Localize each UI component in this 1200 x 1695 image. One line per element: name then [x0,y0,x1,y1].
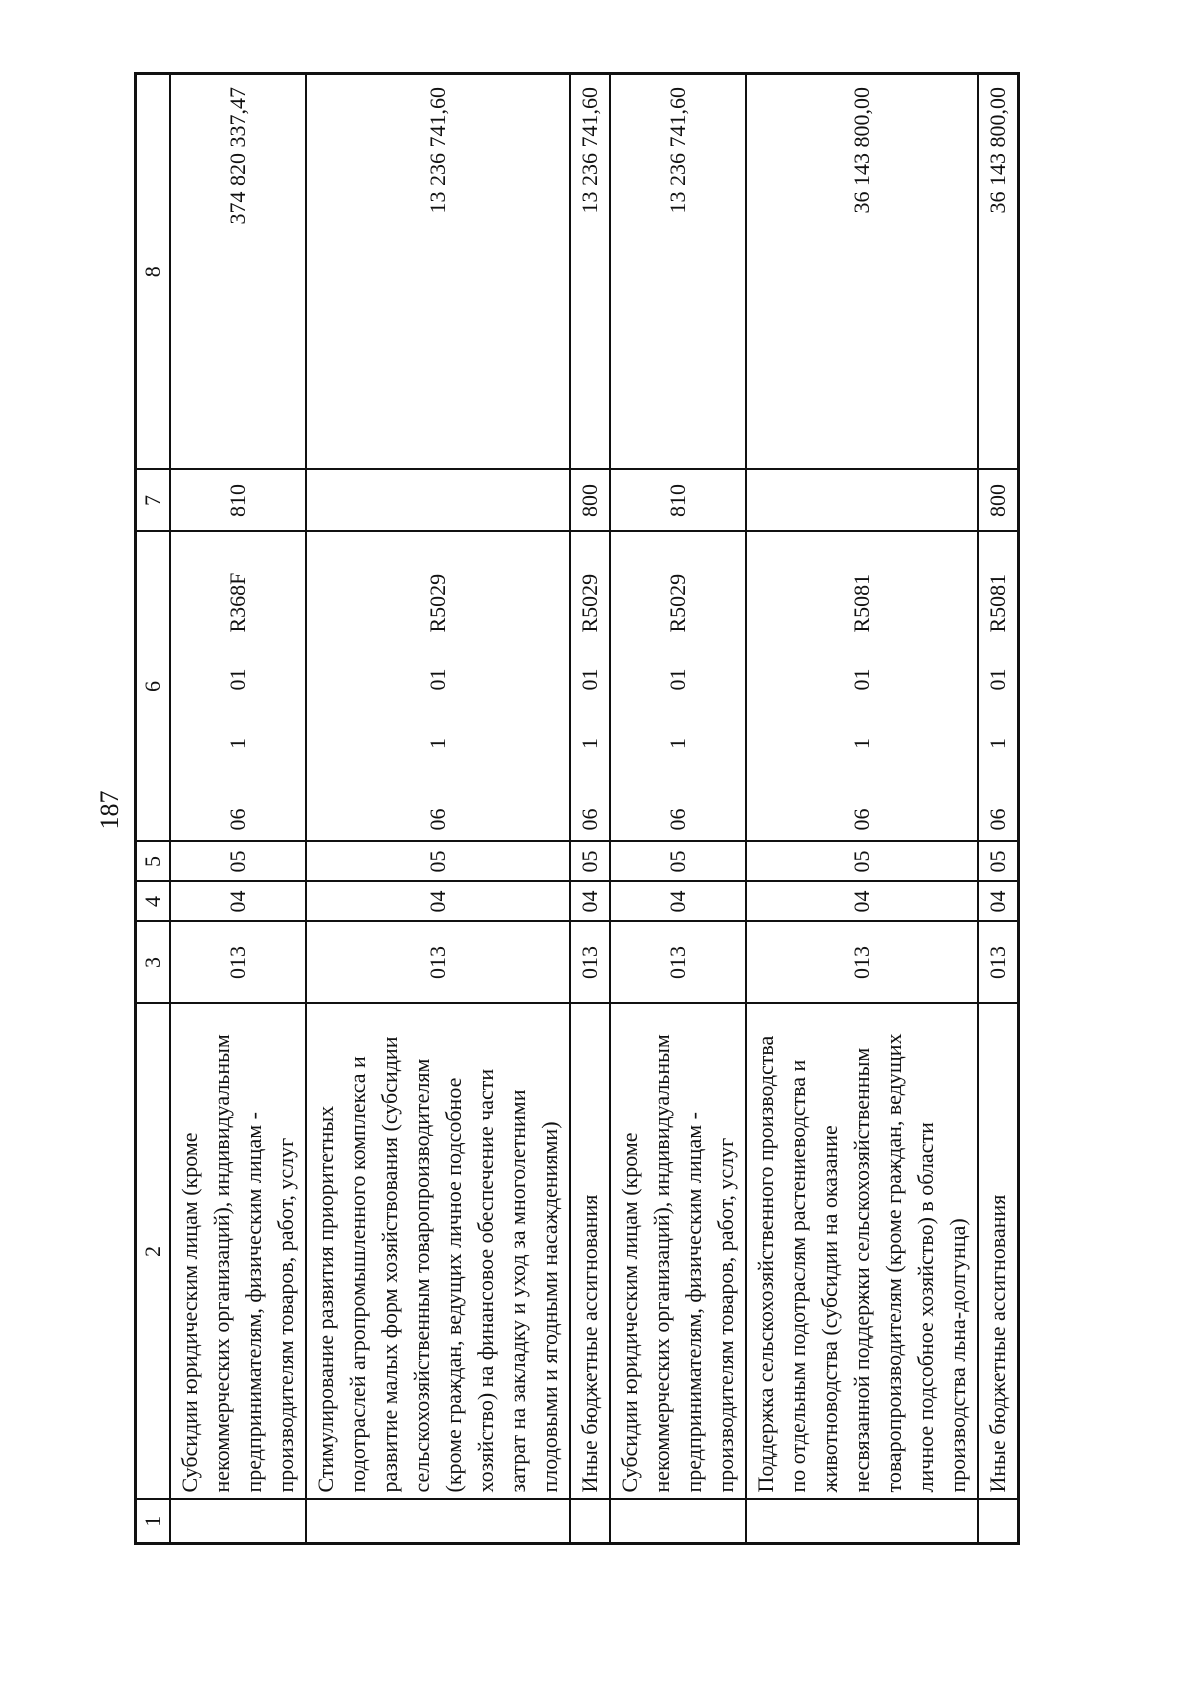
cell-vr [746,470,978,532]
cell-amount: 13 236 741,60 [610,74,746,470]
csr-direction: R368F [225,572,250,633]
csr-direction: R5029 [577,573,602,633]
csr-program: 06 [849,808,874,831]
cell-description: Поддержка сельскохозяйственного производства по отдельным подотраслям растениеводства и животноводства (субсидии на оказание несвязанной поддержки сельскохозяйственным товаропроизводителям (кроме граждан, ведущих личное подсобное хозяйство) в области производства льна-долгунца) [746,1004,978,1500]
cell-amount: 36 143 800,00 [746,74,978,470]
cell-rz: 04 [610,882,746,922]
cell-grbs: 013 [570,922,610,1004]
header-col-1: 1 [136,1500,171,1544]
cell-vr: 810 [610,470,746,532]
csr-subprogram: 1 [225,738,250,749]
csr-event: 01 [665,668,690,691]
cell-num [978,1500,1019,1544]
cell-rz: 04 [570,882,610,922]
cell-pr: 05 [170,842,306,882]
cell-grbs: 013 [170,922,306,1004]
cell-amount: 13 236 741,60 [570,74,610,470]
table-row [610,74,746,1544]
table-row [746,74,978,1544]
cell-pr: 05 [306,842,570,882]
table-row [978,74,1019,1544]
csr-subprogram: 1 [985,738,1010,749]
cell-vr: 800 [978,470,1019,532]
header-col-5: 5 [136,842,171,882]
cell-grbs: 013 [746,922,978,1004]
csr-direction: R5029 [665,573,690,633]
csr-event: 01 [425,668,450,691]
cell-csr [610,532,746,842]
header-row [136,74,171,1544]
cell-num [306,1500,570,1544]
cell-description: Стимулирование развития приоритетных подотраслей агропромышленного комплекса и развитие малых форм хозяйствования (субсидии сельскохозяйственным товаропроизводителям (кроме граждан, ведущих личное подсобное хозяйство) на финансовое обеспечение части затрат на закладку и уход за многолетними плодовыми и ягодными насаждениями) [306,1004,570,1500]
cell-num [170,1500,306,1544]
cell-num [610,1500,746,1544]
table-row [570,74,610,1544]
csr-event: 01 [577,668,602,691]
header-col-4: 4 [136,882,171,922]
cell-amount: 13 236 741,60 [306,74,570,470]
cell-num [570,1500,610,1544]
cell-pr: 05 [746,842,978,882]
cell-description: Субсидии юридическим лицам (кроме некоммерческих организаций), индивидуальным предпринимателям, физическим лицам - производителям товаров, работ, услуг [610,1004,746,1500]
csr-program: 06 [665,808,690,831]
cell-description: Субсидии юридическим лицам (кроме некоммерческих организаций), индивидуальным предпринимателям, физическим лицам - производителям товаров, работ, услуг [170,1004,306,1500]
header-col-6: 6 [136,532,171,842]
cell-rz: 04 [306,882,570,922]
header-col-3: 3 [136,922,171,1004]
cell-csr [570,532,610,842]
table-row [306,74,570,1544]
csr-event: 01 [985,668,1010,691]
cell-vr: 800 [570,470,610,532]
cell-description: Иные бюджетные ассигнования [978,1004,1019,1500]
csr-program: 06 [577,808,602,831]
page-number: 187 [95,790,124,830]
budget-table [134,72,1020,1545]
cell-grbs: 013 [978,922,1019,1004]
header-col-2: 2 [136,1004,171,1500]
cell-csr [746,532,978,842]
csr-subprogram: 1 [849,738,874,749]
csr-direction: R5029 [425,573,450,633]
cell-pr: 05 [570,842,610,882]
csr-direction: R5081 [985,573,1010,633]
csr-direction: R5081 [849,573,874,633]
header-col-8: 8 [136,74,171,470]
cell-vr: 810 [170,470,306,532]
cell-pr: 05 [978,842,1019,882]
header-col-7: 7 [136,470,171,532]
csr-subprogram: 1 [425,738,450,749]
cell-rz: 04 [170,882,306,922]
csr-event: 01 [849,668,874,691]
cell-rz: 04 [978,882,1019,922]
cell-grbs: 013 [306,922,570,1004]
cell-vr [306,470,570,532]
csr-program: 06 [985,808,1010,831]
csr-subprogram: 1 [665,738,690,749]
csr-program: 06 [225,808,250,831]
cell-description: Иные бюджетные ассигнования [570,1004,610,1500]
cell-grbs: 013 [610,922,746,1004]
cell-csr [170,532,306,842]
csr-event: 01 [225,668,250,691]
cell-pr: 05 [610,842,746,882]
cell-rz: 04 [746,882,978,922]
cell-num [746,1500,978,1544]
csr-subprogram: 1 [577,738,602,749]
cell-csr [306,532,570,842]
cell-csr [978,532,1019,842]
cell-amount: 36 143 800,00 [978,74,1019,470]
table-row [170,74,306,1544]
cell-amount: 374 820 337,47 [170,74,306,470]
csr-program: 06 [425,808,450,831]
